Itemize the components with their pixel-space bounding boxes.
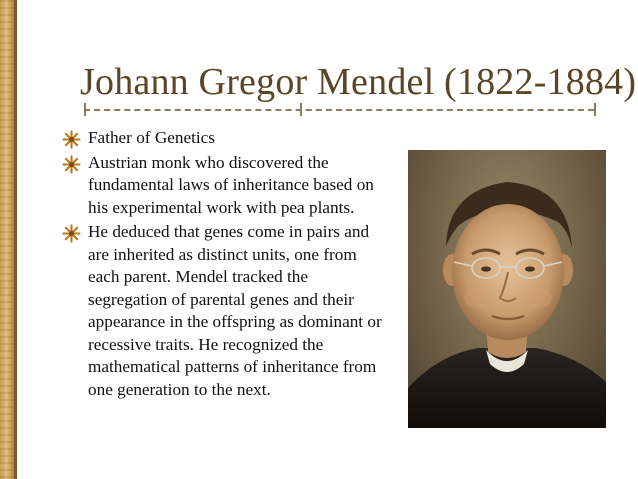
bullet-item (62, 221, 382, 401)
divider-tick (300, 103, 302, 116)
bullet-text: Father of Genetics (88, 128, 215, 147)
bullet-text: Austrian monk who discovered the fundamental laws of inheritance based on his experimental work with pea plants. (88, 152, 374, 217)
title-divider (84, 109, 594, 111)
divider-tick (84, 103, 86, 116)
divider-tick (594, 103, 596, 116)
bullet-item (62, 127, 382, 150)
slide-title: Johann Gregor Mendel (1822-1884) (80, 61, 637, 103)
bullet-list (62, 127, 382, 403)
decorative-side-strip (0, 0, 14, 479)
portrait-illustration (408, 150, 606, 428)
mendel-portrait-image (408, 150, 606, 428)
asterisk-bullet-icon (62, 224, 81, 243)
bullet-text: He deduced that genes come in pairs and are inherited as distinct units, one from each parent. Mendel tracked the segregation of parental genes and their appearance in the offspring as dominant or recessive traits. He recognized the mathematical patterns of inheritance from one generation to the next. (88, 222, 382, 399)
asterisk-bullet-icon (62, 130, 81, 149)
bullet-item (62, 152, 382, 220)
asterisk-bullet-icon (62, 155, 81, 174)
